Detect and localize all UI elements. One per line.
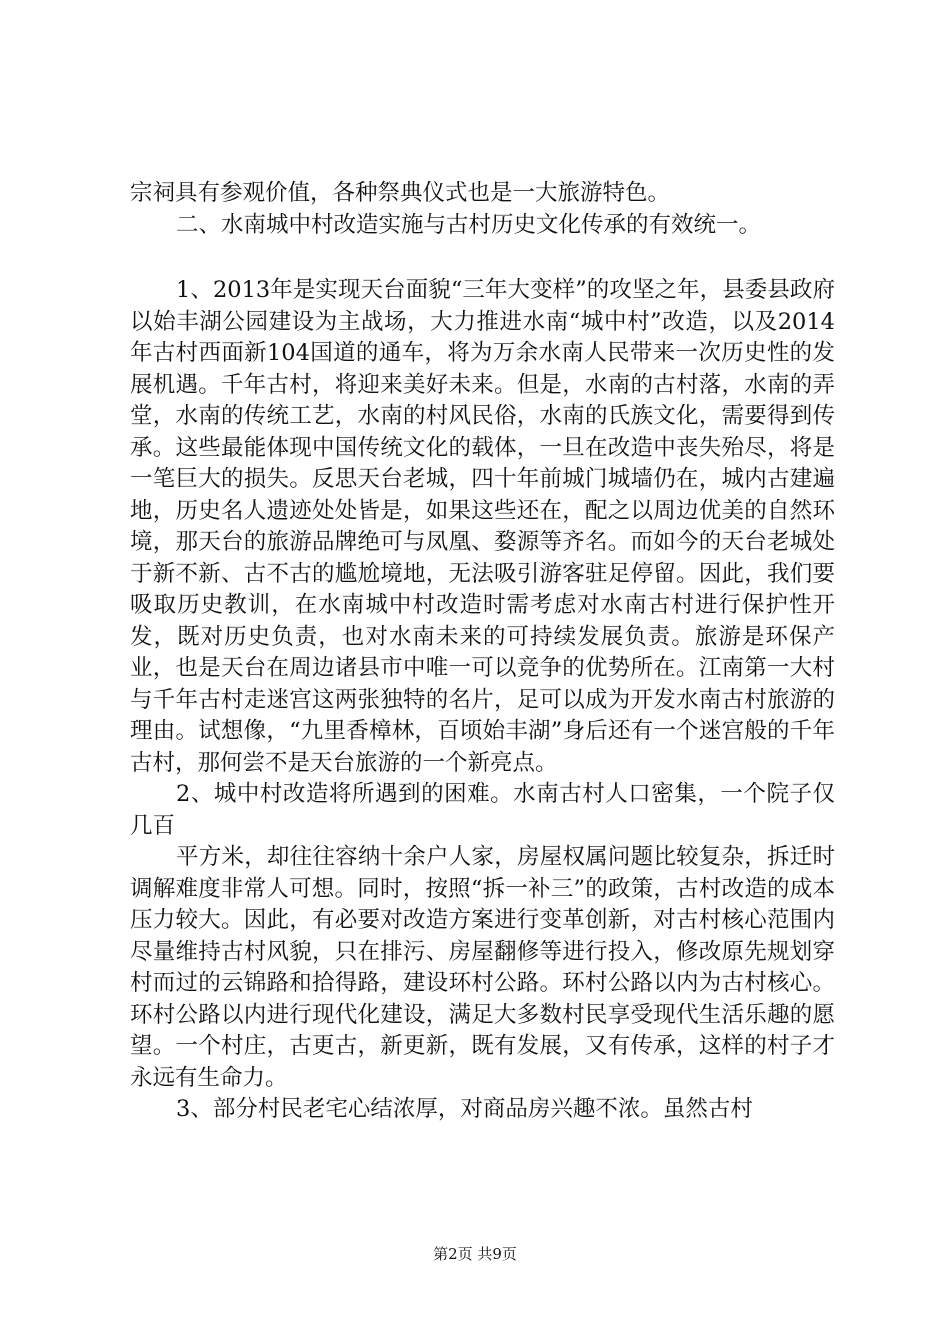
section-heading: 二、水南城中村改造实施与古村历史文化传承的有效统一。 bbox=[176, 211, 762, 238]
paragraph-item-2-continued: 平方米，却往往容纳十余户人家，房屋权属问题比较复杂，拆迁时调解难度非常人可想。同时，按照“拆一补三”的政策，古村改造的成本压力较大。因此，有必要对改造方案进行变革创新，对古村核心范围内尽量维持古村风貌，只在排污、房屋翻修等进行投入，修改原先规划穿村而过的云锦路和拾得路，建设环村公路。环村公路以内为古村核心。环村公路以内进行现代化建设，满足大多数村民享受现代生活乐趣的愿望。一个村庄，古更古，新更新，既有发展，又有传承，这样的村子才永远有生命力。 bbox=[130, 844, 835, 1091]
page-footer: 第2页 共9页 bbox=[433, 1245, 517, 1263]
paragraph-item-2: 2、城中村改造将所遇到的困难。水南古村人口密集，一个院子仅几百 bbox=[130, 781, 835, 839]
paragraph-item-1: 1、2013年是实现天台面貌“三年大变样”的攻坚之年，县委县政府以始丰湖公园建设为主战场，大力推进水南“城中村”改造，以及2014年古村西面新104国道的通车，将为万余水南人民带来一次历史性的发展机遇。千年古村，将迎来美好未来。但是，水南的古村落，水南的弄堂，水南的传统工艺，水南的村风民俗，水南的氏族文化，需要得到传承。这些最能体现中国传统文化的载体，一旦在改造中丧失殆尽，将是一笔巨大的损失。反思天台老城，四十年前城门城墙仍在，城内古建遍地，历史名人遗迹处处皆是，如果这些还在，配之以周边优美的自然环境，那天台的旅游品牌绝可与凤凰、婺源等齐名。而如今的天台老城处于新不新、古不古的尴尬境地，无法吸引游客驻足停留。因此，我们要吸取历史教训，在水南城中村改造时需考虑对水南古村进行保护性开发，既对历史负责，也对水南未来的可持续发展负责。旅游是环保产业，也是天台在周边诸县市中唯一可以竞争的优势所在。江南第一大村与千年古村走迷宫这两张独特的名片，足可以成为开发水南古村旅游的理由。试想像，“九里香樟林，百顷始丰湖”身后还有一个迷宫般的千年古村，那何尝不是天台旅游的一个新亮点。 bbox=[130, 277, 835, 776]
document-body bbox=[130, 178, 835, 1126]
blank-line bbox=[130, 241, 835, 275]
paragraph-continuation: 宗祠具有参观价值，各种祭典仪式也是一大旅游特色。 bbox=[130, 180, 671, 206]
paragraph-item-3: 3、部分村民老宅心结浓厚，对商品房兴趣不浓。虽然古村 bbox=[176, 1096, 753, 1122]
